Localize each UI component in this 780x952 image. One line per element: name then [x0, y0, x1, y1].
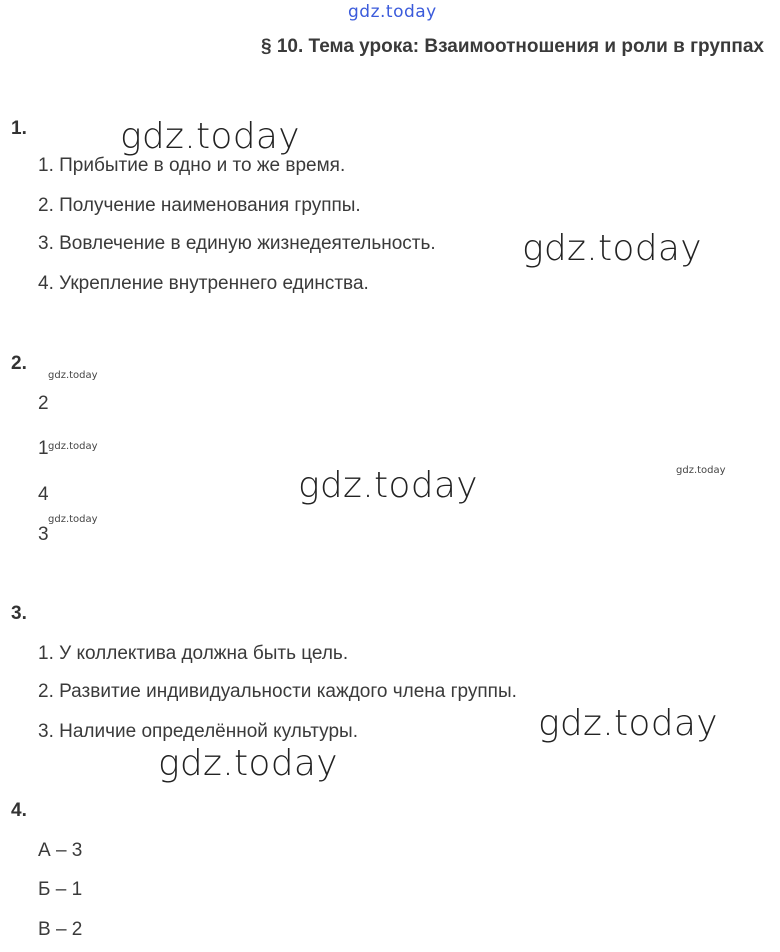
q2-order-2: 1 — [38, 438, 49, 459]
watermark-top: gdz.today — [348, 2, 437, 22]
q3-item-1: 1. У коллектива должна быть цель. — [38, 643, 349, 664]
watermark: gdz.today — [48, 514, 98, 525]
q2-order-4: 3 — [38, 524, 49, 545]
q1-item-2: 2. Получение наименования группы. — [38, 195, 361, 216]
q2-order-3: 4 — [38, 484, 49, 505]
question-3-number: 3. — [11, 603, 27, 624]
watermark: gdz.today — [158, 743, 338, 784]
q4-match-2: Б – 1 — [38, 879, 83, 900]
question-2-number: 2. — [11, 353, 27, 374]
q1-item-1: 1. Прибытие в одно и то же время. — [38, 155, 346, 176]
watermark: gdz.today — [120, 116, 300, 157]
q4-match-3: В – 2 — [38, 919, 83, 940]
q3-item-2: 2. Развитие индивидуальности каждого члена группы. — [38, 681, 517, 702]
q3-item-3: 3. Наличие определённой культуры. — [38, 721, 358, 742]
q1-item-4: 4. Укрепление внутреннего единства. — [38, 273, 369, 294]
watermark: gdz.today — [298, 465, 478, 506]
watermark: gdz.today — [48, 441, 98, 452]
q2-order-1: 2 — [38, 393, 49, 414]
question-4-number: 4. — [11, 800, 27, 821]
question-1-number: 1. — [11, 118, 27, 139]
watermark: gdz.today — [48, 370, 98, 381]
page-title: § 10. Тема урока: Взаимоотношения и роли в группах — [261, 36, 764, 57]
q4-match-1: А – 3 — [38, 840, 83, 861]
q1-item-3: 3. Вовлечение в единую жизнедеятельность. — [38, 233, 436, 254]
watermark: gdz.today — [676, 465, 726, 476]
watermark: gdz.today — [538, 703, 718, 744]
watermark: gdz.today — [522, 228, 702, 269]
